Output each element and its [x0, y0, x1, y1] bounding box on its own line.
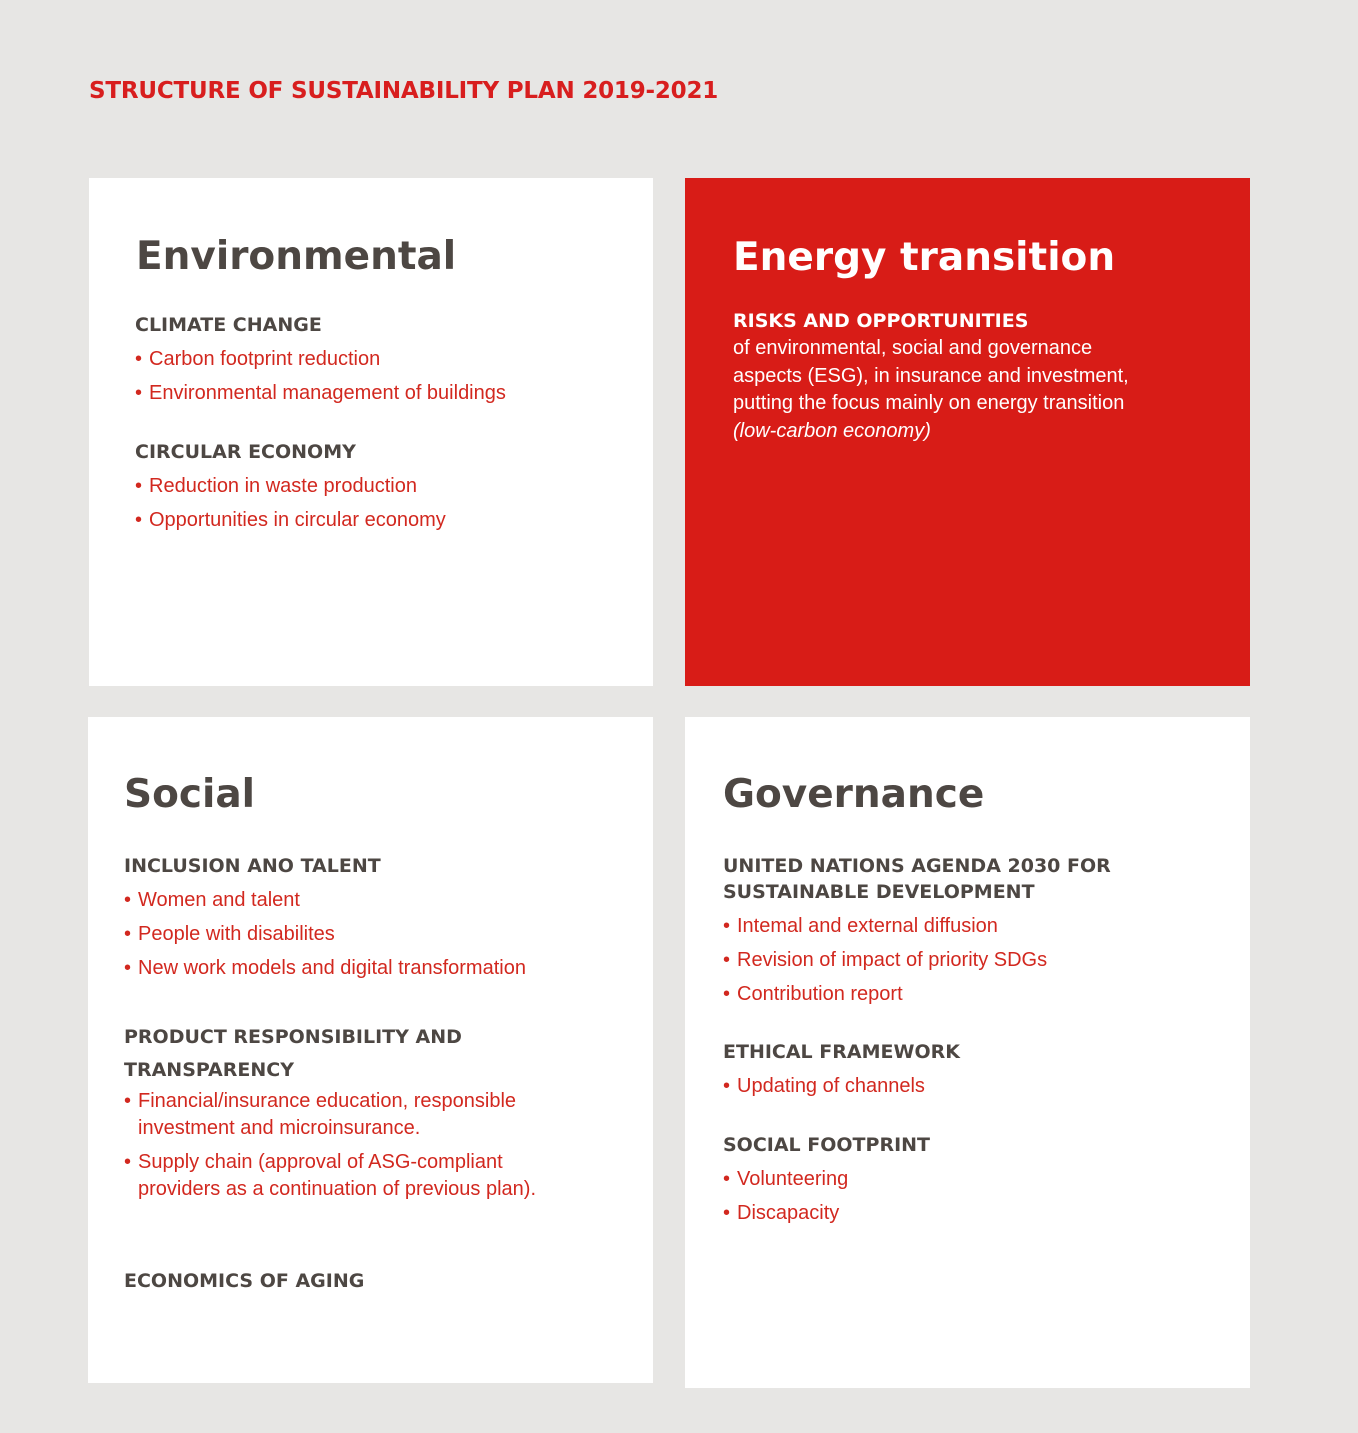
climate-change-heading: CLIMATE CHANGE	[135, 314, 322, 336]
list-item: • Updating of channels	[723, 1074, 1223, 1099]
social-card	[88, 717, 653, 1383]
list-item: • Financial/insurance education, responsible investment and microinsurance.	[124, 1088, 564, 1142]
product-responsibility-list	[124, 1088, 564, 1210]
list-item: • Intemal and external diffusion	[723, 914, 1223, 939]
description-text: of environmental, social and governance aspects (ESG), in insurance and investment, putting the focus mainly on energy transition	[733, 337, 1129, 414]
social-footprint-list	[723, 1167, 1223, 1235]
list-item: • Volunteering	[723, 1167, 1223, 1192]
climate-change-list	[135, 347, 635, 415]
environmental-title: Environmental	[136, 234, 457, 279]
inclusion-talent-heading: INCLUSION ANO TALENT	[124, 855, 381, 877]
list-item: • Reduction in waste production	[135, 474, 635, 499]
list-item: • New work models and digital transformation	[124, 956, 624, 981]
product-responsibility-heading: PRODUCT RESPONSIBILITY AND TRANSPARENCY	[124, 1026, 462, 1081]
un-agenda-heading: UNITED NATIONS AGENDA 2030 FOR SUSTAINABLE DEVELOPMENT	[723, 855, 1111, 903]
energy-transition-card	[685, 178, 1250, 686]
circular-economy-list	[135, 474, 635, 542]
description-italic: (low-carbon economy)	[733, 419, 931, 442]
list-item: • Environmental management of buildings	[135, 381, 635, 406]
list-item: • Carbon footprint reduction	[135, 347, 635, 372]
governance-title: Governance	[723, 772, 985, 817]
list-item: • Discapacity	[723, 1201, 1223, 1226]
list-item: • Revision of impact of priority SDGs	[723, 948, 1223, 973]
social-title: Social	[124, 772, 256, 817]
economics-of-aging-heading: ECONOMICS OF AGING	[124, 1270, 365, 1292]
list-item: • Women and talent	[124, 888, 624, 913]
un-agenda-list	[723, 914, 1223, 1016]
list-item: • Contribution report	[723, 982, 1223, 1007]
list-item: • Supply chain (approval of ASG-compliant providers as a continuation of previous plan).	[124, 1149, 564, 1203]
circular-economy-heading: CIRCULAR ECONOMY	[135, 441, 356, 463]
governance-card	[685, 717, 1250, 1388]
list-item: • Opportunities in circular economy	[135, 508, 635, 533]
ethical-framework-list	[723, 1074, 1223, 1108]
list-item: • People with disabilites	[124, 922, 624, 947]
inclusion-talent-list	[124, 888, 624, 990]
social-footprint-heading: SOCIAL FOOTPRINT	[723, 1134, 931, 1156]
risks-opportunities-heading: RISKS AND OPPORTUNITIES	[733, 310, 1029, 332]
ethical-framework-heading: ETHICAL FRAMEWORK	[723, 1041, 960, 1063]
page-title: STRUCTURE OF SUSTAINABILITY PLAN 2019-2021	[89, 78, 719, 104]
energy-transition-description	[733, 335, 1163, 445]
energy-transition-title: Energy transition	[733, 235, 1116, 280]
environmental-card	[89, 178, 653, 686]
